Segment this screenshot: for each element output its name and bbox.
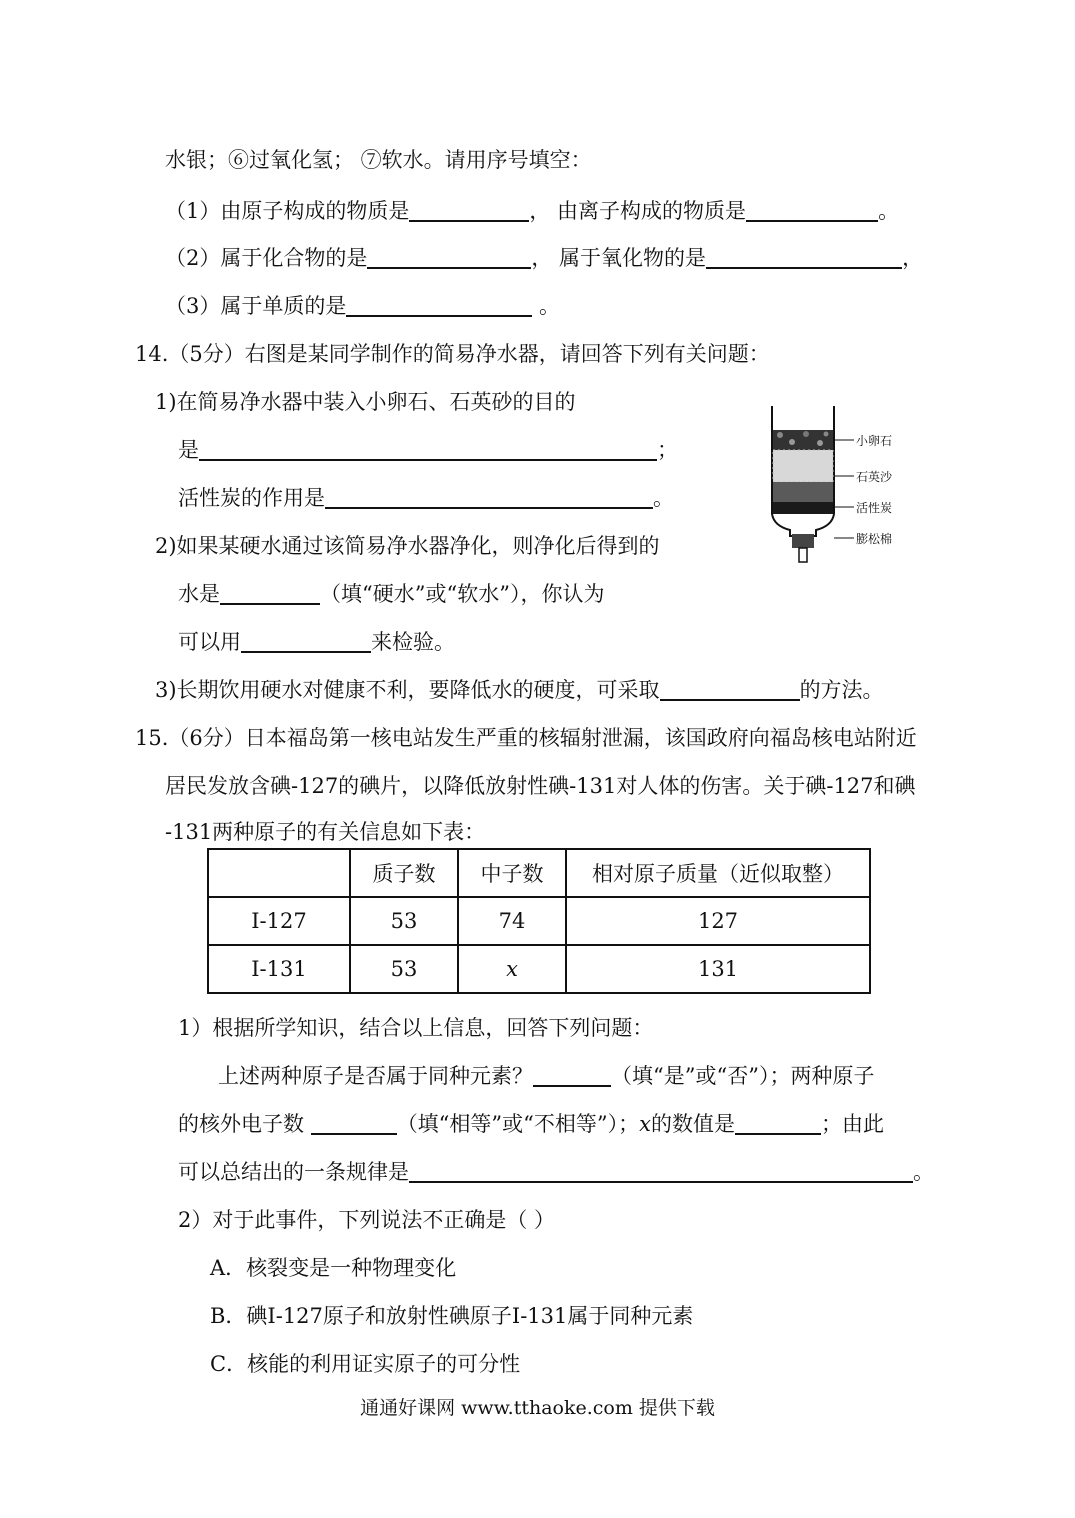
q14-s1-line3 <box>178 484 674 512</box>
q15-s2-title: 2）对于此事件，下列说法不正确是（ ） <box>178 1208 556 1232</box>
q14-s1-line2-text: 是 <box>178 438 199 462</box>
q15-s1-line2-text-c: 的数值是 <box>650 1112 735 1136</box>
q13-part1-end: 。 <box>878 199 900 223</box>
isotope-table <box>207 848 871 994</box>
q13-intro-tail: 水银；⑥过氧化氢； ⑦软水。请用序号填空： <box>165 148 592 172</box>
q13-part3 <box>165 292 560 320</box>
figure-label-pebbles: 小卵石 <box>856 434 893 448</box>
q14-s1-line2-end: ； <box>657 438 678 462</box>
q15-s1-line1 <box>218 1062 874 1090</box>
q15-s1-line2-text-b: （填“相等”或“不相等”）； <box>396 1112 640 1136</box>
q14-s1-line3-text: 活性炭的作用是 <box>178 486 325 510</box>
q13-part2-blank-b[interactable] <box>706 245 902 269</box>
table-header-cell: 质子数 <box>350 849 458 897</box>
q14-s1-line3-end: 。 <box>653 486 674 510</box>
water-purifier-figure <box>760 402 930 582</box>
table-header-row <box>208 849 870 897</box>
q14-s1-line2 <box>178 436 678 464</box>
q15-blank-electrons[interactable] <box>311 1111 397 1135</box>
water-purifier-drawing <box>760 402 930 582</box>
q15-line3: -131两种原子的有关信息如下表： <box>165 820 486 844</box>
q15-blank-rule[interactable] <box>409 1159 913 1183</box>
q15-s1-line3-end: 。 <box>913 1160 934 1184</box>
q13-part3-blank[interactable] <box>346 293 532 317</box>
q15-s1-line1-text-b: （填“是”或“否”）；两种原子 <box>611 1064 875 1088</box>
figure-label-cotton: 膨松棉 <box>856 532 893 546</box>
q15-s1-line1-text-a: 上述两种原子是否属于同种元素？ <box>218 1064 533 1088</box>
q13-part1-text-b: ， 由离子构成的物质是 <box>529 199 747 223</box>
q14-s2-line2 <box>178 580 604 608</box>
q14-s1-line1: 1)在简易净水器中装入小卵石、石英砂的目的 <box>155 390 576 414</box>
table-header-cell <box>208 849 350 897</box>
table-cell: x <box>458 945 566 993</box>
q15-s1-line2-text-d: ；由此 <box>820 1112 884 1136</box>
q13-part2-text-a: （2）属于化合物的是 <box>165 246 368 270</box>
q14-s1-blank-carbon[interactable] <box>325 485 653 509</box>
q15-line1: 15.（6分）日本福岛第一核电站发生严重的核辐射泄漏，该国政府向福岛核电站附近 <box>135 726 917 750</box>
q15-s1-line3 <box>178 1158 934 1186</box>
q14-s2-blank-test[interactable] <box>241 629 371 653</box>
q14-s2-blank-water[interactable] <box>220 581 320 605</box>
table-cell: 74 <box>458 897 566 945</box>
q15-s1-title: 1）根据所学知识，结合以上信息，回答下列问题： <box>178 1016 654 1040</box>
table-row <box>208 945 870 993</box>
table-header-cell: 中子数 <box>458 849 566 897</box>
figure-label-sand: 石英沙 <box>856 470 893 484</box>
table-cell: I-131 <box>208 945 350 993</box>
q13-part1-blank-a[interactable] <box>409 198 529 222</box>
table-cell: 53 <box>350 945 458 993</box>
q14-s3-text-a: 3)长期饮用硬水对健康不利，要降低水的硬度，可采取 <box>155 678 660 702</box>
table-row <box>208 897 870 945</box>
q15-option-b[interactable]: B．碘I-127原子和放射性碘原子I-131属于同种元素 <box>210 1304 694 1328</box>
q15-s1-line2-x: x <box>639 1112 651 1136</box>
q14-s2-line3 <box>178 628 455 656</box>
q13-part2 <box>165 244 923 272</box>
q15-option-a[interactable]: A．核裂变是一种物理变化 <box>210 1256 457 1280</box>
q15-option-c[interactable]: C．核能的利用证实原子的可分性 <box>210 1352 521 1376</box>
q15-line2: 居民发放含碘-127的碘片，以降低放射性碘-131对人体的伤害。关于碘-127和碘 <box>165 774 916 798</box>
page-footer: 通通好课网 www.tthaoke.com 提供下载 <box>360 1397 715 1419</box>
q15-s1-line2-text-a: 的核外电子数 <box>178 1112 311 1136</box>
q14-s2-line3-text-a: 可以用 <box>178 630 241 654</box>
q14-s3-text-b: 的方法。 <box>799 678 884 702</box>
q13-part1-blank-b[interactable] <box>746 198 878 222</box>
q14-s3 <box>155 676 884 704</box>
q14-s2-line2-text-a: 水是 <box>178 582 220 606</box>
q13-part3-text-a: （3）属于单质的是 <box>165 294 347 318</box>
figure-label-carbon: 活性炭 <box>856 501 893 515</box>
q15-blank-same-element[interactable] <box>533 1063 611 1087</box>
q14-title: 14.（5分）右图是某同学制作的简易净水器，请回答下列有关问题： <box>135 342 770 366</box>
q13-part1 <box>165 197 899 225</box>
q14-s1-blank-purpose[interactable] <box>199 437 657 461</box>
table-cell: 131 <box>566 945 870 993</box>
q13-part1-text-a: （1）由原子构成的物质是 <box>165 199 410 223</box>
table-cell: 127 <box>566 897 870 945</box>
table-cell: 53 <box>350 897 458 945</box>
q13-part2-text-b: ， 属于氧化物的是 <box>531 246 707 270</box>
q15-s1-line2 <box>178 1110 884 1138</box>
q13-part3-end: 。 <box>532 294 561 318</box>
table-header-cell: 相对原子质量（近似取整） <box>566 849 870 897</box>
q15-s1-line3-text-a: 可以总结出的一条规律是 <box>178 1160 409 1184</box>
q14-s3-blank-method[interactable] <box>660 677 800 701</box>
q14-s2-line2-text-b: （填“硬水”或“软水”），你认为 <box>320 582 605 606</box>
q13-part2-end: ， <box>902 246 924 270</box>
table-cell: I-127 <box>208 897 350 945</box>
q14-s2-line1: 2)如果某硬水通过该简易净水器净化，则净化后得到的 <box>155 534 660 558</box>
q14-s2-line3-text-b: 来检验。 <box>371 630 455 654</box>
q13-part2-blank-a[interactable] <box>367 245 531 269</box>
q15-blank-x-value[interactable] <box>735 1111 821 1135</box>
